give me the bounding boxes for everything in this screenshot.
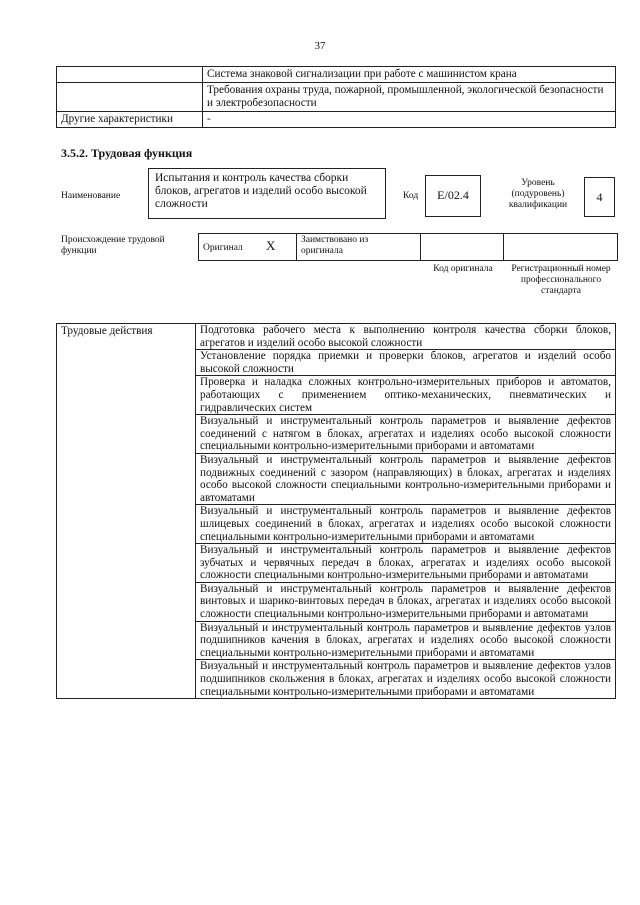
code-value: E/02.4 <box>425 175 481 217</box>
labor-action-item: Визуальный и инструментальный контроль параметров и выявление дефектов винтовых и шарико-винтовых передач в блоках, агрегатах и изделиях особо высокой сложности специальными контрольно-измерительными приборами и автоматами <box>196 582 616 621</box>
table-row <box>57 83 616 112</box>
level-value: 4 <box>584 177 615 217</box>
labor-action-item: Визуальный и инструментальный контроль параметров и выявление дефектов узлов подшипников скольжения в блоках, агрегатах и изделиях особо высокой сложности специальными контрольно-измерительными приборами и автоматами <box>196 660 616 699</box>
table-cell-label <box>57 67 203 83</box>
labor-action-item: Визуальный и инструментальный контроль параметров и выявление дефектов соединений с натягом в блоках, агрегатах и изделиях особо высокой сложности специальными контрольно-измерительными приборами и автоматами <box>196 415 616 454</box>
page-number: 37 <box>314 40 326 52</box>
original-label: Оригинал <box>203 243 243 253</box>
divider <box>420 233 421 261</box>
table-row <box>57 324 616 350</box>
section-title: 3.5.2. Трудовая функция <box>61 146 193 160</box>
table-row <box>57 112 616 128</box>
labor-actions-label: Трудовые действия <box>57 324 196 699</box>
name-value: Испытания и контроль качества сборки блоков, агрегатов и изделий особо высокой сложности <box>148 168 386 219</box>
name-label: Наименование <box>61 191 121 201</box>
divider <box>296 233 297 261</box>
labor-actions-table <box>56 323 616 699</box>
labor-action-item: Подготовка рабочего места к выполнению контроля качества сборки блоков, агрегатов и изделий особо высокой сложности <box>196 324 616 350</box>
divider <box>503 233 504 261</box>
code-original-caption: Код оригинала <box>433 264 493 274</box>
table-cell-label: Другие характеристики <box>57 112 203 128</box>
labor-action-item: Установление порядка приемки и проверки блоков, агрегатов и изделий особо высокой сложности <box>196 350 616 376</box>
labor-action-item: Визуальный и инструментальный контроль параметров и выявление дефектов узлов подшипников качения в блоках, агрегатах и изделиях особо высокой сложности специальными контрольно-измерительными приборами и автоматами <box>196 621 616 660</box>
level-label: Уровень (подуровень) квалификации <box>508 178 568 210</box>
labor-action-item: Визуальный и инструментальный контроль параметров и выявление дефектов зубчатых и червячных передач в блоках, агрегатах и изделиях особо высокой сложности специальными контрольно-измерительными приборами и автоматами <box>196 544 616 583</box>
table-cell-label <box>57 83 203 112</box>
top-table <box>56 66 616 128</box>
labor-action-item: Визуальный и инструментальный контроль параметров и выявление дефектов подвижных соединений с зазором (направляющих) в блоках, агрегатах и изделиях особо высокой сложности специальными контрольно-измерительными приборами и автоматами <box>196 453 616 504</box>
labor-action-item: Проверка и наладка сложных контрольно-измерительных приборов и автоматов, работающих с применением оптико-механических, пневматических и гидравлических систем <box>196 376 616 415</box>
origin-label: Происхождение трудовой функции <box>61 235 165 256</box>
borrowed-label: Заимствовано из оригинала <box>301 235 369 256</box>
labor-action-item: Визуальный и инструментальный контроль параметров и выявление дефектов шлицевых соединений в блоках, агрегатах и изделиях особо высокой сложности специальными контрольно-измерительными приборами и автоматами <box>196 505 616 544</box>
original-mark: X <box>266 238 276 253</box>
code-label: Код <box>403 191 419 201</box>
table-row <box>57 67 616 83</box>
table-cell-text: Требования охраны труда, пожарной, промышленной, экологической безопасности и электробезопасности <box>203 83 616 112</box>
reg-number-caption: Регистрационный номер профессионального стандарта <box>511 264 611 296</box>
table-cell-text: Система знаковой сигнализации при работе с машинистом крана <box>203 67 616 83</box>
table-cell-text: - <box>203 112 616 128</box>
